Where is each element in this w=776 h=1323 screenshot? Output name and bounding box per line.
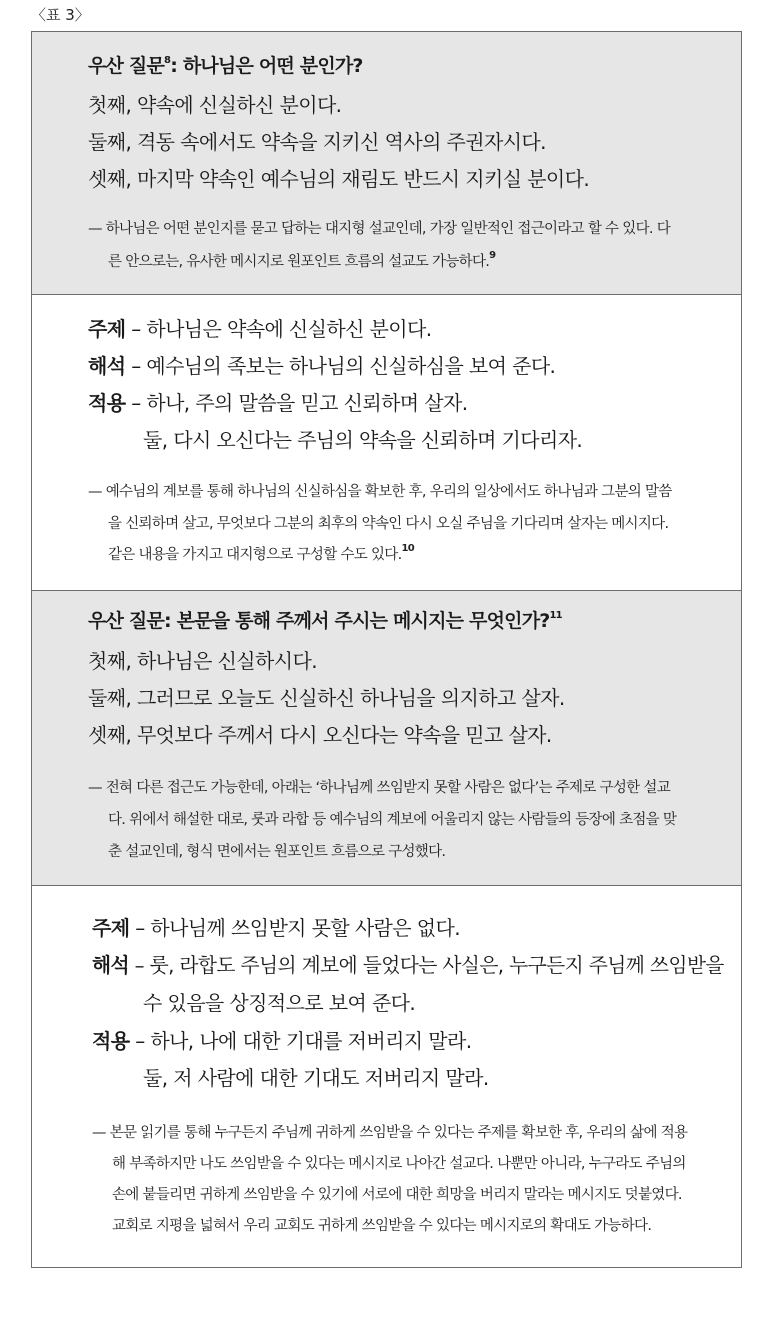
commentary-line: 해 부족하지만 나도 쓰임받을 수 있다는 메시지로 나아간 설교다. 나뿐만 아니라, 누구라도 주님의 xyxy=(112,1156,686,1172)
point-line: 둘째, 격동 속에서도 약속을 지키신 역사의 주권자시다. xyxy=(88,130,546,154)
point-line: 둘째, 그러므로 오늘도 신실하신 하나님을 의지하고 살자. xyxy=(88,686,565,710)
commentary-line: 손에 붙들리면 귀하게 쓰임받을 수 있기에 서로에 대한 희망을 버리지 말라는 메시지도 덧붙였다. xyxy=(112,1187,682,1203)
theme-line: 주제 – 하나님께 쓰임받지 못할 사람은 없다. xyxy=(92,916,460,940)
section-2-theme-outline xyxy=(32,295,741,591)
section-1-umbrella-question xyxy=(32,32,741,295)
commentary-line: — 본문 읽기를 통해 누구든지 주님께 귀하게 쓰임받을 수 있다는 주제를 확보한 후, 우리의 삶에 적용 xyxy=(92,1125,688,1141)
commentary-line: 을 신뢰하며 살고, 무엇보다 그분의 최후의 약속인 다시 오실 주님을 기다리며 살자는 메시지다. xyxy=(108,516,669,532)
application-line-2: 둘, 저 사람에 대한 기대도 저버리지 말라. xyxy=(143,1066,489,1090)
commentary-line: 같은 내용을 가지고 대지형으로 구성할 수도 있다.$^{10}$ xyxy=(108,543,415,563)
commentary-line: — 전혀 다른 접근도 가능한데, 아래는 ‘하나님께 쓰임받지 못할 사람은 없다’는 주제로 구성한 설교 xyxy=(88,780,671,796)
commentary-line: 다. 위에서 해설한 대로, 룻과 라합 등 예수님의 계보에 어울리지 않는 사람들의 등장에 초점을 맞 xyxy=(108,812,677,828)
application-line: 적용 – 하나, 나에 대한 기대를 저버리지 말라. xyxy=(92,1029,472,1053)
interpretation-line-2: 수 있음을 상징적으로 보여 준다. xyxy=(143,991,416,1015)
commentary-line: 춘 설교인데, 형식 면에서는 원포인트 흐름으로 구성했다. xyxy=(108,844,446,860)
commentary-line: 른 안으로는, 유사한 메시지로 원포인트 흐름의 설교도 가능하다.$^9$ xyxy=(108,250,496,270)
interpretation-line: 해석 – 예수님의 족보는 하나님의 신실하심을 보여 준다. xyxy=(88,354,556,378)
theme-line: 주제 – 하나님은 약속에 신실하신 분이다. xyxy=(88,317,432,341)
section-4-theme-outline xyxy=(32,886,741,1267)
interpretation-line: 해석 – 룻, 라합도 주님의 계보에 들었다는 사실은, 누구든지 주님께 쓰임받을 xyxy=(92,954,724,977)
application-line: 적용 – 하나, 주의 말씀을 믿고 신뢰하며 살자. xyxy=(88,391,468,415)
point-line: 셋째, 마지막 약속인 예수님의 재림도 반드시 지키실 분이다. xyxy=(88,167,590,191)
umbrella-question-2: 우산 질문: 본문을 통해 주께서 주시는 메시지는 무엇인가?$^{11}$ xyxy=(88,609,562,632)
commentary-line: 교회로 지평을 넓혀서 우리 교회도 귀하게 쓰임받을 수 있다는 메시지로의 확대도 가능하다. xyxy=(112,1218,652,1234)
commentary-line: — 예수님의 계보를 통해 하나님의 신실하심을 확보한 후, 우리의 일상에서도 하나님과 그분의 말씀 xyxy=(88,484,672,500)
point-line: 첫째, 약속에 신실하신 분이다. xyxy=(88,93,342,117)
table-label: 〈표 3〉 xyxy=(31,6,90,24)
sermon-outline-table xyxy=(31,31,742,1268)
point-line: 첫째, 하나님은 신실하시다. xyxy=(88,649,317,673)
umbrella-question-1: 우산 질문$^8$: 하나님은 어떤 분인가? xyxy=(88,54,363,77)
application-line-2: 둘, 다시 오신다는 주님의 약속을 신뢰하며 기다리자. xyxy=(143,428,583,452)
commentary-line: — 하나님은 어떤 분인지를 묻고 답하는 대지형 설교인데, 가장 일반적인 접근이라고 할 수 있다. 다 xyxy=(88,221,671,237)
section-3-umbrella-question xyxy=(32,591,741,886)
point-line: 셋째, 무엇보다 주께서 다시 오신다는 약속을 믿고 살자. xyxy=(88,723,552,747)
